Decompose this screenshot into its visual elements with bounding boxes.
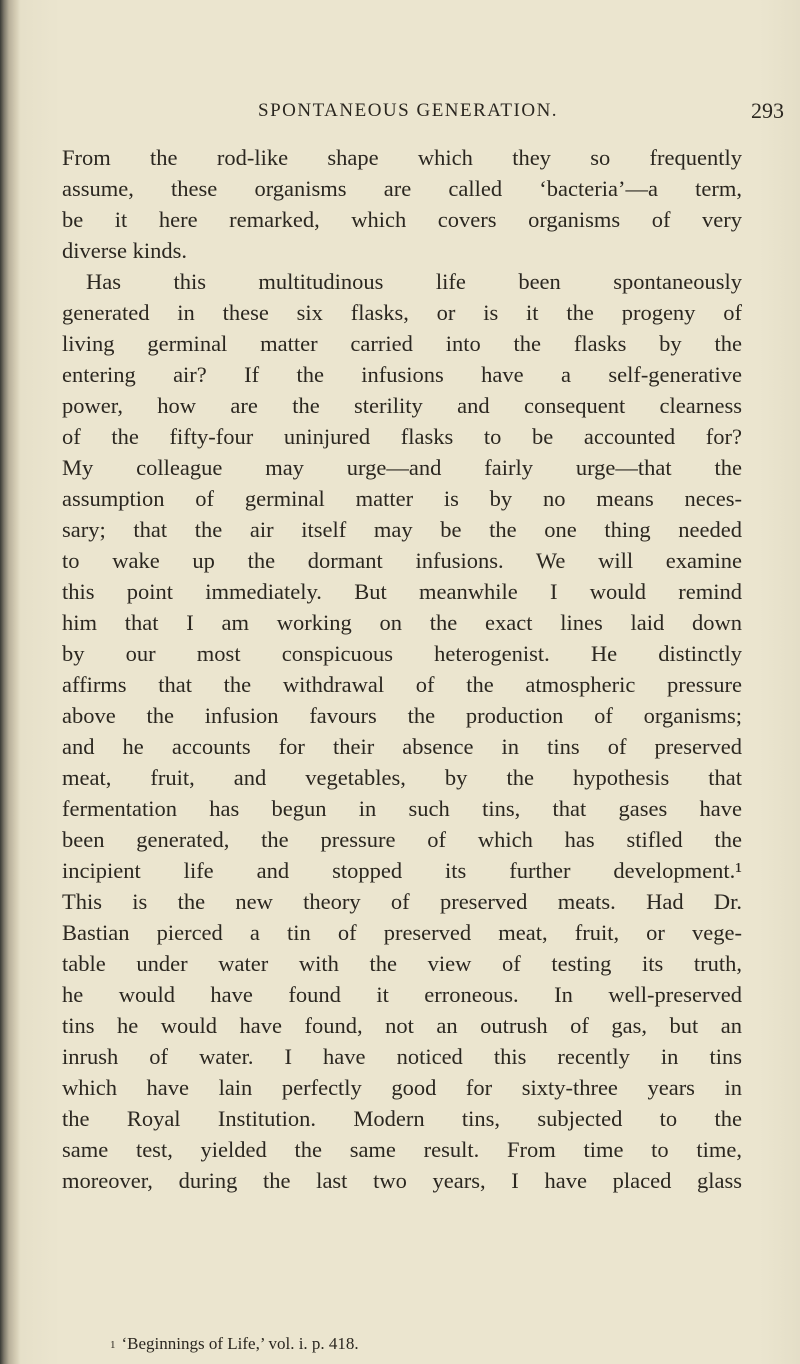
text-line: above the infusion favours the production of organisms; [62, 703, 742, 728]
text-line: moreover, during the last two years, I have placed glass [62, 1168, 742, 1193]
text-line: inrush of water. I have noticed this recently in tins [62, 1044, 742, 1069]
text-line: incipient life and stopped its further development.¹ [62, 858, 742, 883]
body-text [62, 142, 742, 1196]
footnote [110, 1334, 359, 1354]
text-line: be it here remarked, which covers organisms of very [62, 207, 742, 232]
text-line: Has this multitudinous life been spontaneously [86, 269, 742, 294]
text-line: entering air? If the infusions have a self-generative [62, 362, 742, 387]
text-line: This is the new theory of preserved meats. Had Dr. [62, 889, 742, 914]
footnote-text: ‘Beginnings of Life,’ vol. i. p. 418. [121, 1334, 359, 1353]
text-line: same test, yielded the same result. From time to time, [62, 1137, 742, 1162]
text-line: meat, fruit, and vegetables, by the hypothesis that [62, 765, 742, 790]
text-line: fermentation has begun in such tins, that gases have [62, 796, 742, 821]
text-line: of the fifty-four uninjured flasks to be accounted for? [62, 424, 742, 449]
text-line: diverse kinds. [62, 238, 187, 263]
text-line: he would have found it erroneous. In well-preserved [62, 982, 742, 1007]
text-line: by our most conspicuous heterogenist. He distinctly [62, 641, 742, 666]
text-line: this point immediately. But meanwhile I would remind [62, 579, 742, 604]
page-header [258, 96, 784, 126]
text-line: living germinal matter carried into the flasks by the [62, 331, 742, 356]
text-line: table under water with the view of testing its truth, [62, 951, 742, 976]
running-head: SPONTANEOUS GENERATION. [258, 100, 559, 121]
text-line: Bastian pierced a tin of preserved meat, fruit, or vege- [62, 920, 742, 945]
text-line: to wake up the dormant infusions. We will examine [62, 548, 742, 573]
footnote-marker: 1 [110, 1339, 116, 1351]
text-line: generated in these six flasks, or is it the progeny of [62, 300, 742, 325]
text-line: From the rod-like shape which they so frequently [62, 145, 742, 170]
text-line: power, how are the sterility and consequent clearness [62, 393, 742, 418]
text-line: affirms that the withdrawal of the atmospheric pressure [62, 672, 742, 697]
text-line: assumption of germinal matter is by no means neces- [62, 486, 742, 511]
text-line: him that I am working on the exact lines laid down [62, 610, 742, 635]
text-line: sary; that the air itself may be the one thing needed [62, 517, 742, 542]
text-line: and he accounts for their absence in tins of preserved [62, 734, 742, 759]
text-line: the Royal Institution. Modern tins, subjected to the [62, 1106, 742, 1131]
text-line: been generated, the pressure of which has stifled the [62, 827, 742, 852]
text-line: assume, these organisms are called ‘bacteria’—a term, [62, 176, 742, 201]
text-line: which have lain perfectly good for sixty-three years in [62, 1075, 742, 1100]
text-line: My colleague may urge—and fairly urge—that the [62, 455, 742, 480]
page-number: 293 [751, 98, 784, 123]
text-line: tins he would have found, not an outrush of gas, but an [62, 1013, 742, 1038]
binding-gutter [0, 0, 20, 1364]
